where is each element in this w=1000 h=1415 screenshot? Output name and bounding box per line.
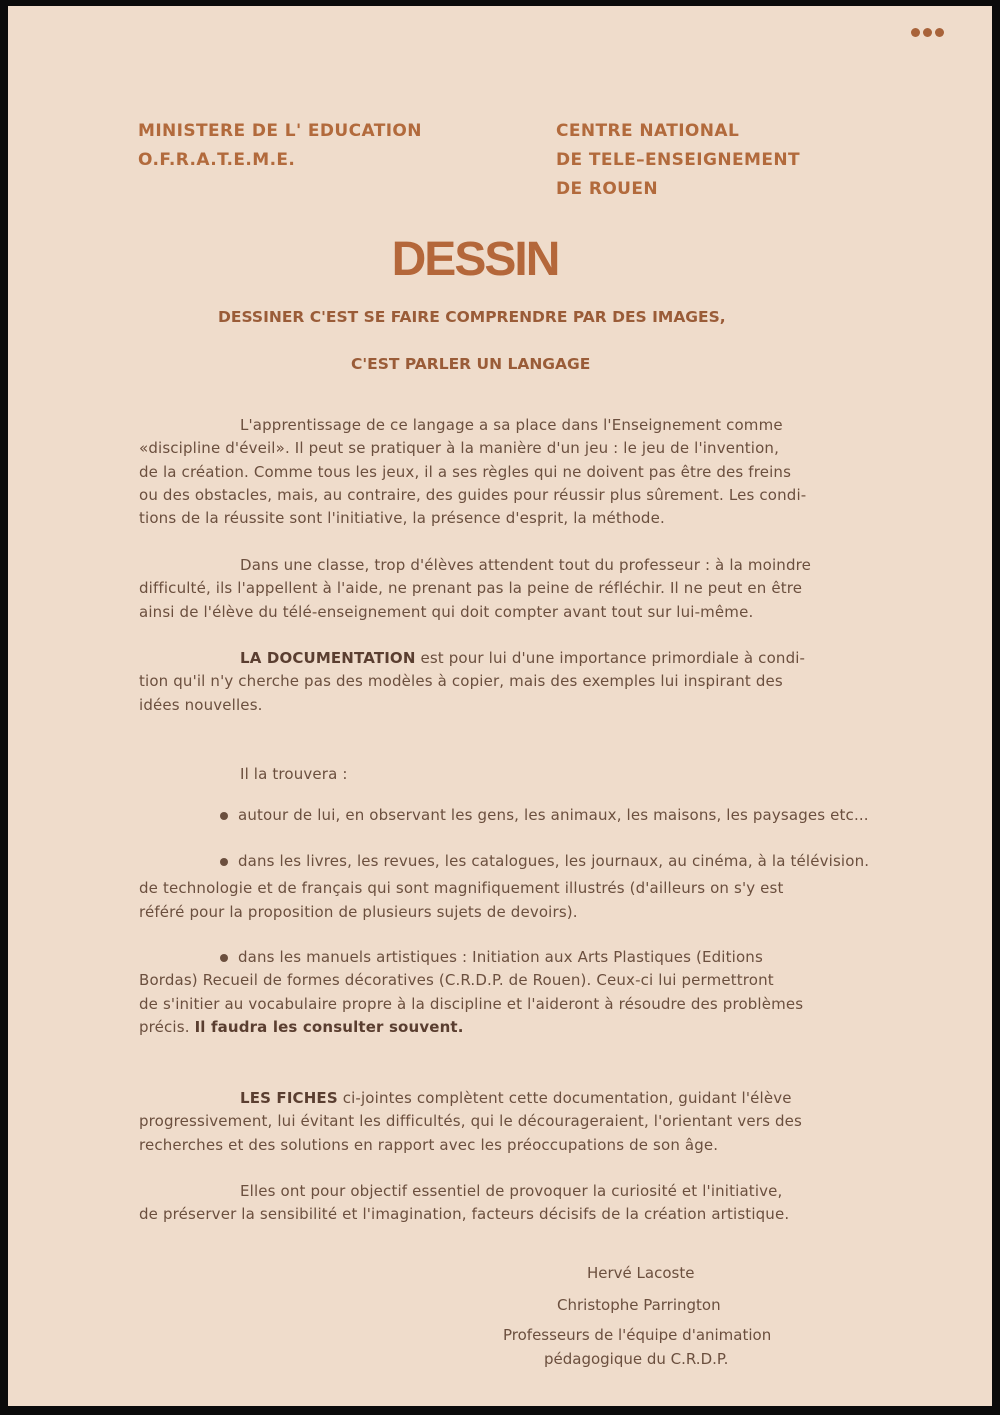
text-line: ou des obstacles, mais, au contraire, des guides pour réussir plus sûrement. Les condi- [139,485,807,504]
bullet-icon [220,812,228,820]
list-item [139,850,899,873]
page-title: DESSIN [391,233,559,286]
text-line: Elles ont pour objectif essentiel de provoquer la curiosité et l'initiative, [240,1182,783,1200]
text-line: référé pour la proposition de plusieurs sujets de devoirs). [139,902,578,921]
text-line: L'apprentissage de ce langage a sa place dans l'Enseignement comme [240,416,783,434]
text-line: progressivement, lui évitant les difficultés, qui le décourageraient, l'orientant vers des [139,1112,802,1131]
ofrateme-line: O.F.R.A.T.E.M.E. [138,150,296,170]
centre-line-3: DE ROUEN [556,179,659,199]
text-line: de préserver la sensibilité et l'imagination, facteurs décisifs de la création artistique. [139,1205,790,1224]
ellipsis-icon [911,28,944,37]
text-span: autour de lui, en observant les gens, les animaux, les maisons, les paysages etc... [238,806,869,824]
text-span: dans les livres, les revues, les catalogues, les journaux, au cinéma, à la télévision. [238,852,870,870]
ministry-header [138,117,422,175]
bullet-livres [139,850,899,924]
text-span: ci-jointes complètent cette documentation, guidant l'élève [337,1089,792,1107]
centre-line-2: DE TELE–ENSEIGNEMENT [556,150,800,170]
paragraph-documentation [139,647,899,717]
paragraph-classe [139,554,899,624]
text-line [139,1016,899,1039]
paragraph-objectif [139,1180,899,1227]
paragraph-intro [139,414,899,530]
text-line: «discipline d'éveil». Il peut se pratiquer à la manière d'un jeu : le jeu de l'invention, [139,439,780,458]
text-line: de technologie et de français qui sont magnifiquement illustrés (d'ailleurs on s'y est [139,879,784,898]
subtitle-line-1: DESSINER C'EST SE FAIRE COMPRENDRE PAR DES IMAGES, [218,308,726,326]
author-name-1: Hervé Lacoste [587,1264,695,1282]
text-line: Il la trouvera : [240,765,348,783]
text-span: dans les manuels artistiques : Initiation aux Arts Plastiques (Editions [238,948,763,966]
text-line: de la création. Comme tous les jeux, il a ses règles qui ne doivent pas être des freins [139,462,792,481]
ministry-line: MINISTERE DE L' EDUCATION [138,121,422,141]
list-item [220,804,980,827]
text-line: de s'initier au vocabulaire propre à la discipline et l'aideront à résoudre des problèmes [139,994,804,1013]
author-name-2: Christophe Parrington [557,1296,721,1314]
text-line: tions de la réussite sont l'initiative, la présence d'esprit, la méthode. [139,509,665,528]
text-line [139,1087,899,1110]
text-span: précis. [139,1017,195,1036]
document-page [8,6,992,1406]
text-line: Dans une classe, trop d'élèves attendent tout du professeur : à la moindre [240,556,811,574]
author-role-2: pédagogique du C.R.D.P. [544,1350,729,1368]
author-role-1: Professeurs de l'équipe d'animation [503,1326,772,1344]
text-line: tion qu'il n'y cherche pas des modèles à copier, mais des exemples lui inspirant des [139,672,783,691]
paragraph-trouvera [139,763,899,786]
documentation-heading: LA DOCUMENTATION [240,649,416,667]
centre-line-1: CENTRE NATIONAL [556,121,740,141]
bullet-autour [220,804,980,827]
text-line: idées nouvelles. [139,695,263,714]
text-line: recherches et des solutions en rapport avec les préoccupations de son âge. [139,1135,719,1154]
subtitle-line-2: C'EST PARLER UN LANGAGE [351,355,591,373]
text-line: difficulté, ils l'appellent à l'aide, ne prenant pas la peine de réfléchir. Il ne peut en être [139,579,803,598]
centre-header [556,117,800,204]
bullet-manuels [139,946,899,1039]
bullet-icon [220,954,228,962]
fiches-heading: LES FICHES [240,1089,338,1107]
text-line: ainsi de l'élève du télé-enseignement qui doit compter avant tout sur lui-même. [139,602,754,621]
text-line: Bordas) Recueil de formes décoratives (C.R.D.P. de Rouen). Ceux-ci lui permettront [139,971,774,990]
bullet-icon [220,858,228,866]
paragraph-fiches [139,1087,899,1157]
text-span: est pour lui d'une importance primordiale à condi- [415,649,806,667]
list-item [139,946,899,969]
emphasis-text: Il faudra les consulter souvent. [194,1017,464,1036]
text-line [139,647,899,670]
